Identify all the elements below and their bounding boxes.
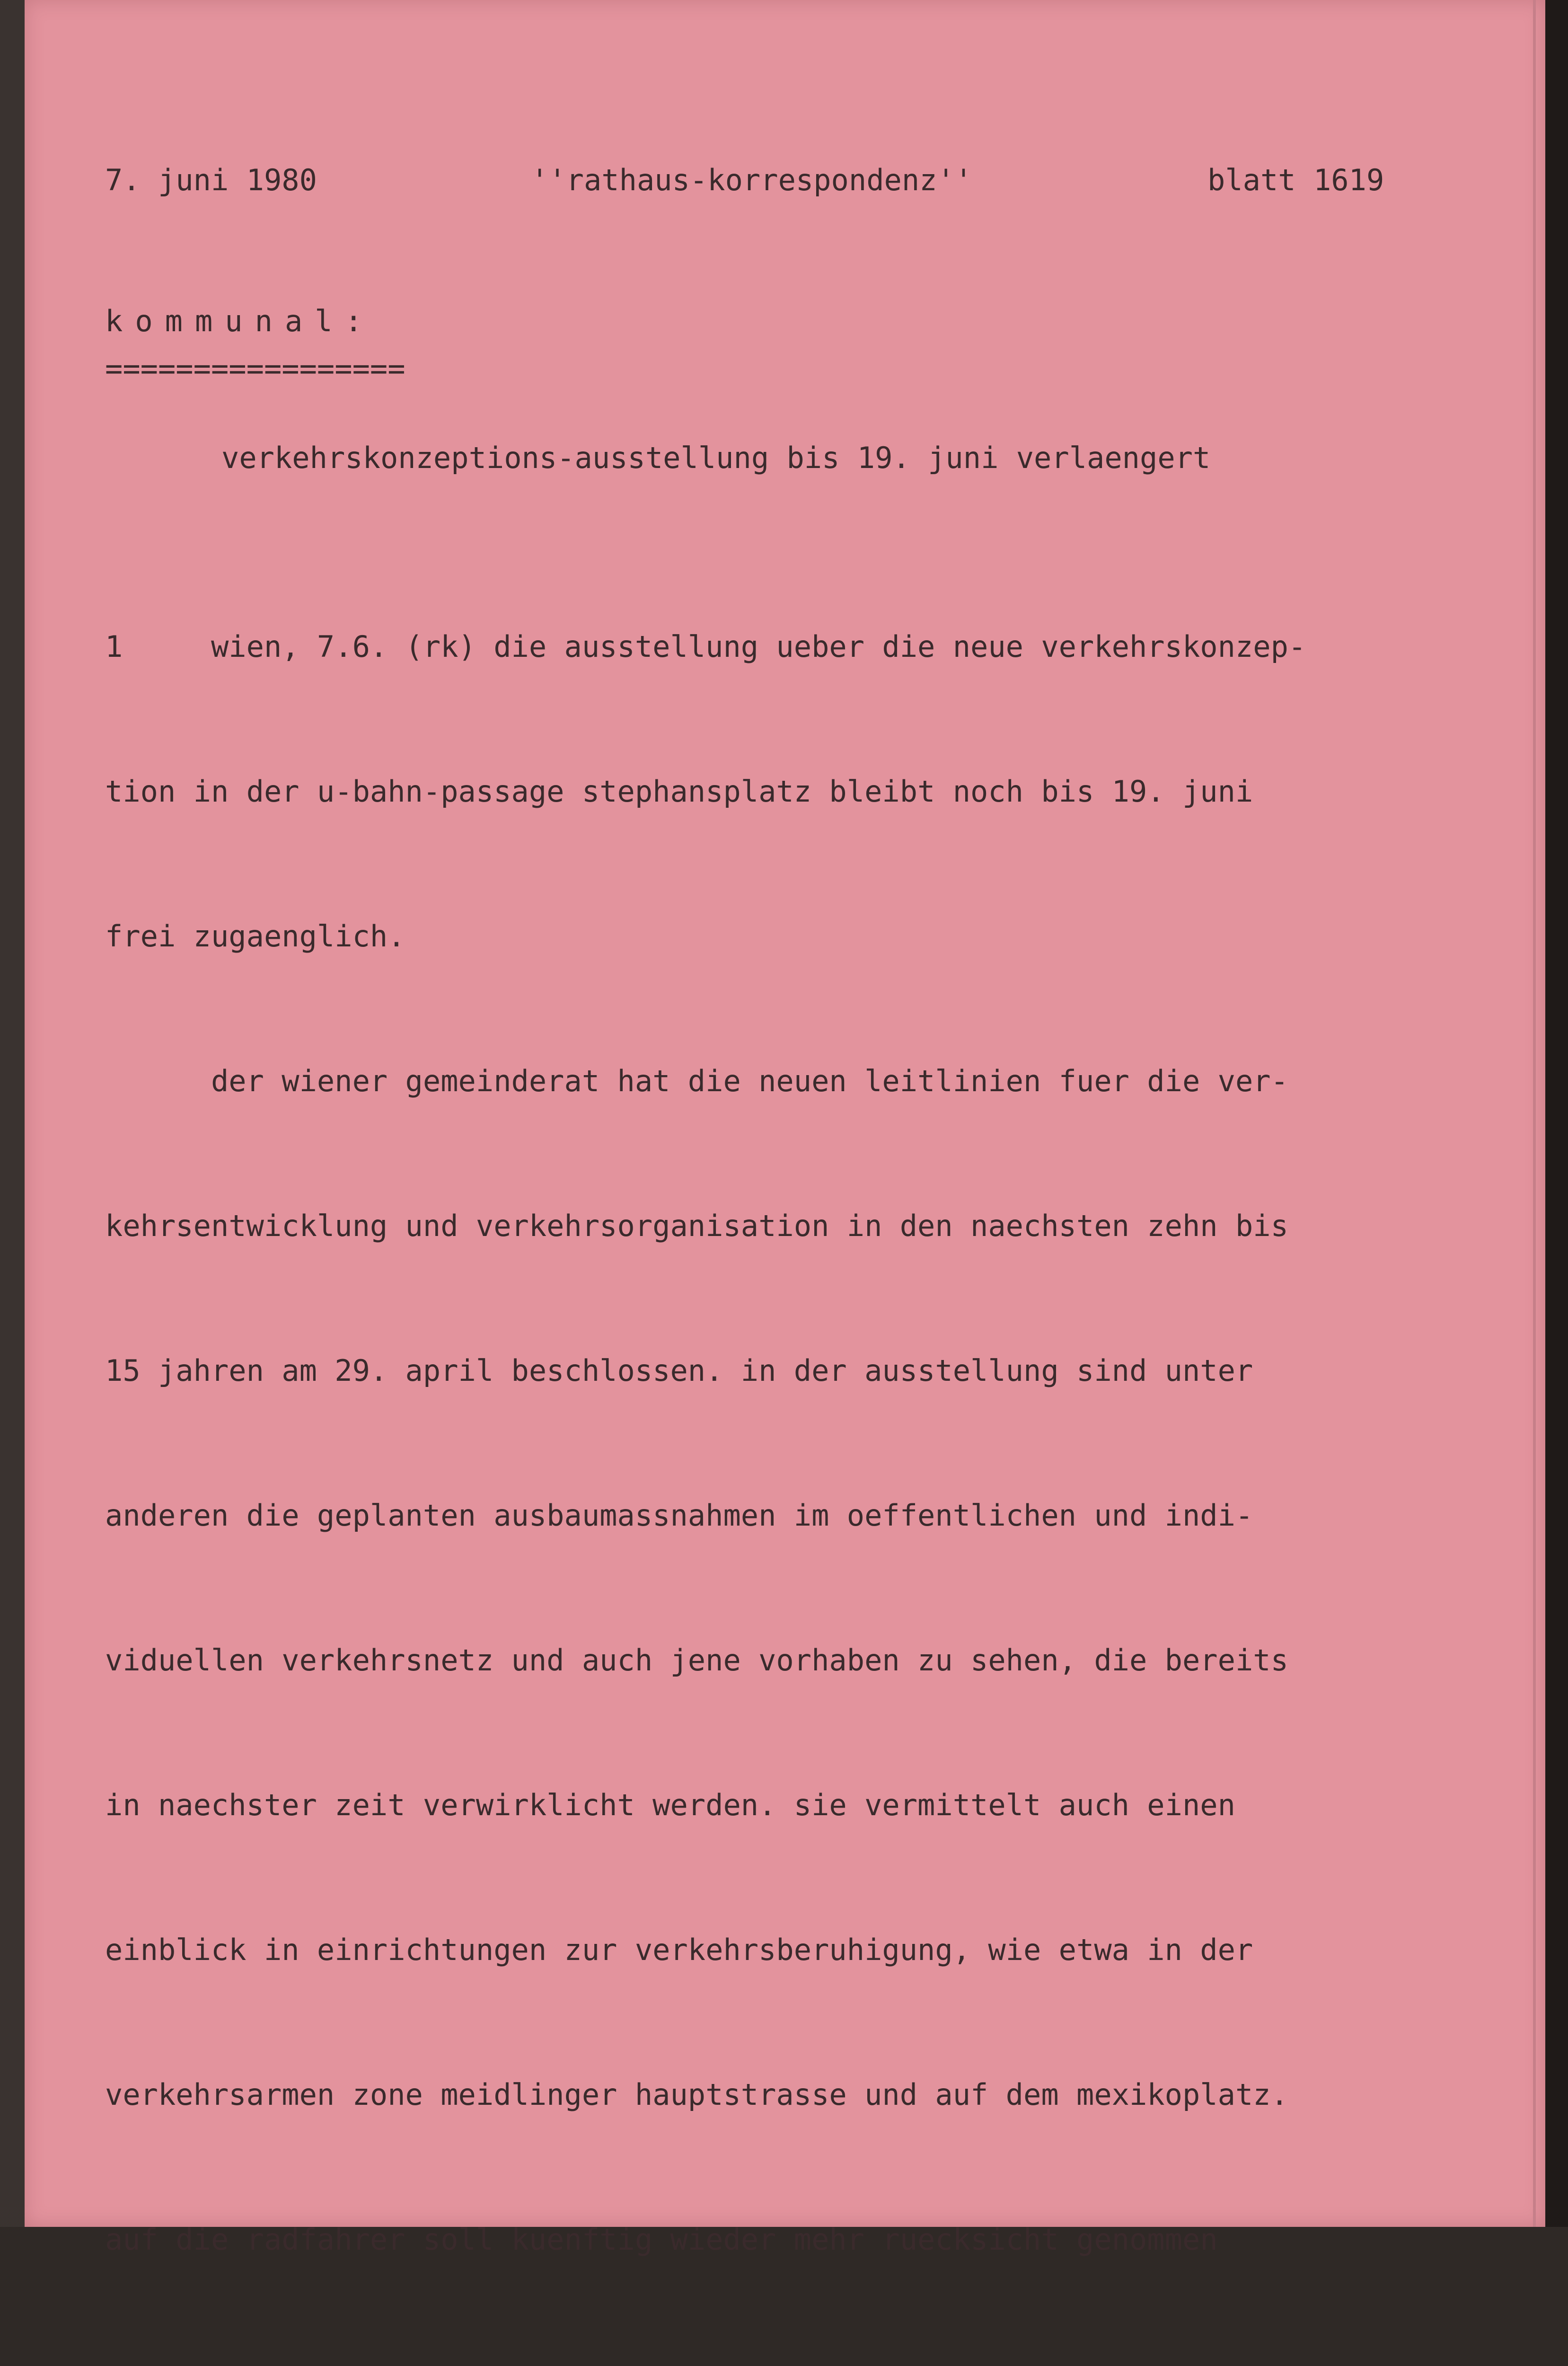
header-date: 7. juni 1980 xyxy=(105,163,317,197)
body-line: 15 jahren am 29. april beschlossen. in der ausstellung sind unter xyxy=(105,1353,1253,1388)
body-line: anderen die geplanten ausbaumassnahmen im oeffentlichen und indi- xyxy=(105,1498,1253,1533)
body-line: viduellen verkehrsnetz und auch jene vorhaben zu sehen, die bereits xyxy=(105,1643,1288,1677)
body-line: tion in der u-bahn-passage stephansplatz bleibt noch bis 19. juni xyxy=(105,774,1253,809)
body-line: verkehrsarmen zone meidlinger hauptstrasse und auf dem mexikoplatz. xyxy=(105,2077,1288,2112)
header-page-number: blatt 1619 xyxy=(1207,163,1384,197)
scan-right-edge xyxy=(1545,0,1568,2227)
scan-left-edge xyxy=(0,0,25,2227)
body-line: in naechster zeit verwirklicht werden. sie vermittelt auch einen xyxy=(105,1788,1235,1822)
body-line xyxy=(105,2360,1306,2366)
article-body xyxy=(105,526,1306,2366)
body-line: kehrsentwicklung und verkehrsorganisation in den naechsten zehn bis xyxy=(105,1209,1288,1243)
section-underline: ================= xyxy=(105,351,405,386)
page-fold xyxy=(1533,0,1536,2227)
body-line: frei zugaenglich. xyxy=(105,919,405,953)
body-line: der wiener gemeinderat hat die neuen leitlinien fuer die ver- xyxy=(105,1064,1288,1098)
body-line: auf die radfahrer soll kuenftig wieder mehr ruecksicht genommen xyxy=(105,2222,1218,2257)
body-line: einblick in einrichtungen zur verkehrsberuhigung, wie etwa in der xyxy=(105,1933,1253,1967)
body-line: 1 wien, 7.6. (rk) die ausstellung ueber die neue verkehrskonzep- xyxy=(105,629,1306,664)
section-heading: kommunal: xyxy=(105,304,375,338)
article-title: verkehrskonzeptions-ausstellung bis 19. juni verlaengert xyxy=(221,441,1211,475)
header-publication: ''rathaus-korrespondenz'' xyxy=(531,163,973,197)
